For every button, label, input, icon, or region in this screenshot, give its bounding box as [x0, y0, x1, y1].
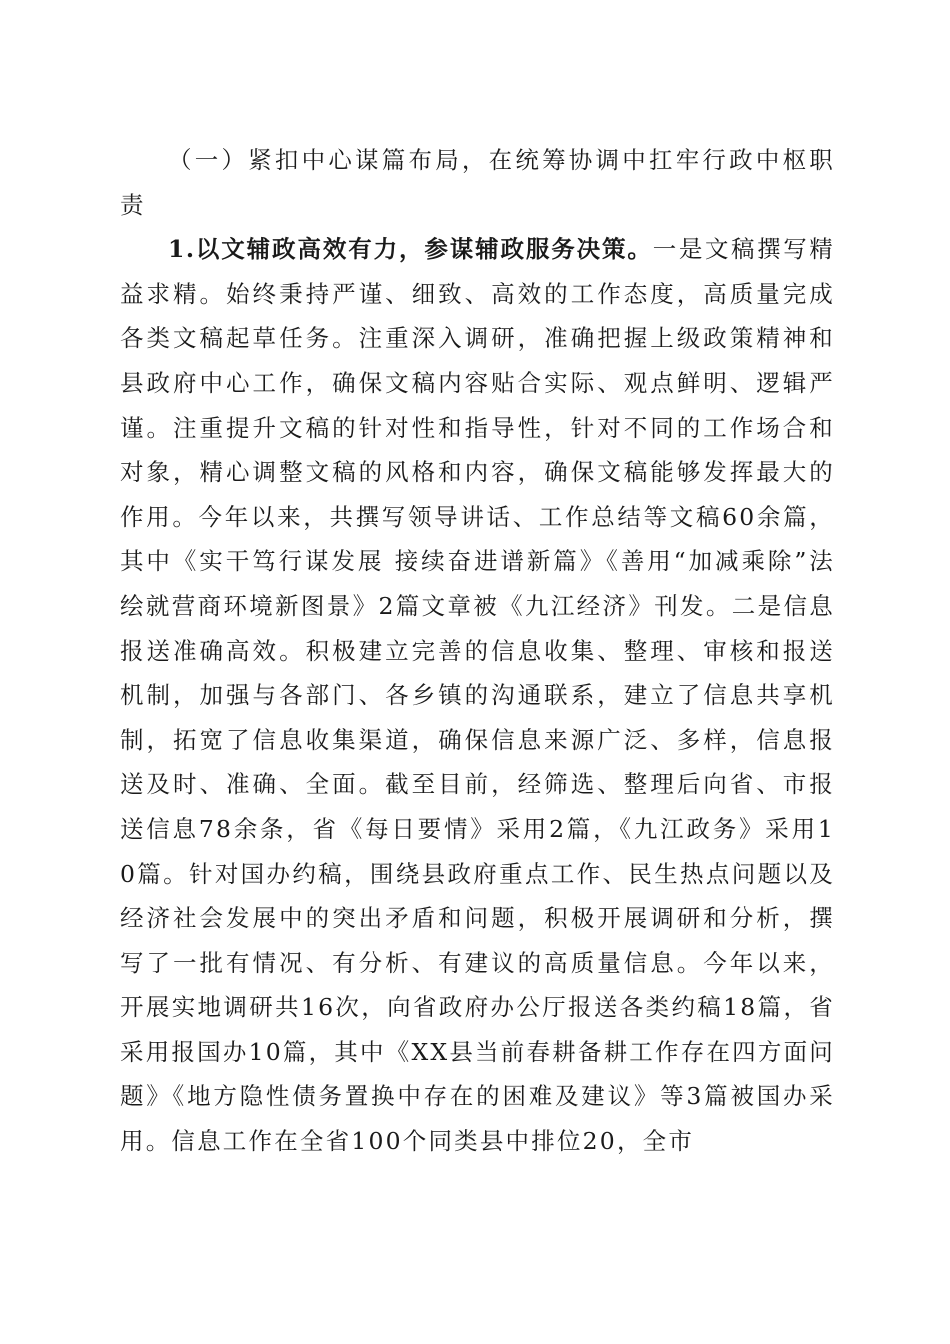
section-heading: （一）紧扣中心谋篇布局，在统筹协调中扛牢行政中枢职责	[120, 146, 835, 219]
document-body	[120, 138, 835, 1164]
paragraph-body: 一是文稿撰写精益求精。始终秉持严谨、细致、高效的工作态度，高质量完成各类文稿起草任务。注重深入调研，准确把握上级政策精神和县政府中心工作，确保文稿内容贴合实际、观点鲜明、逻辑严谨。注重提升文稿的针对性和指导性，针对不同的工作场合和对象，精心调整文稿的风格和内容，确保文稿能够发挥最大的作用。今年以来，共撰写领导讲话、工作总结等文稿60余篇，其中《实干笃行谋发展 接续奋进谱新篇》《善用“加减乘除”法绘就营商环境新图景》2篇文章被《九江经济》刊发。二是信息报送准确高效。积极建立完善的信息收集、整理、审核和报送机制，加强与各部门、各乡镇的沟通联系，建立了信息共享机制，拓宽了信息收集渠道，确保信息来源广泛、多样，信息报送及时、准确、全面。截至目前，经筛选、整理后向省、市报送信息78余条，省《每日要情》采用2篇，《九江政务》采用10篇。针对国办约稿，围绕县政府重点工作、民生热点问题以及经济社会发展中的突出矛盾和问题，积极开展调研和分析，撰写了一批有情况、有分析、有建议的高质量信息。今年以来，开展实地调研共16次，向省政府办公厅报送各类约稿18篇，省采用报国办10篇，其中《XX县当前春耕备耕工作存在四方面问题》《地方隐性债务置换中存在的困难及建议》等3篇被国办采用。信息工作在全省100个同类县中排位20，全市	[120, 235, 835, 1156]
paragraph-lead: 1.以文辅政高效有力，参谋辅政服务决策。	[168, 235, 653, 264]
paragraph	[120, 227, 835, 1163]
